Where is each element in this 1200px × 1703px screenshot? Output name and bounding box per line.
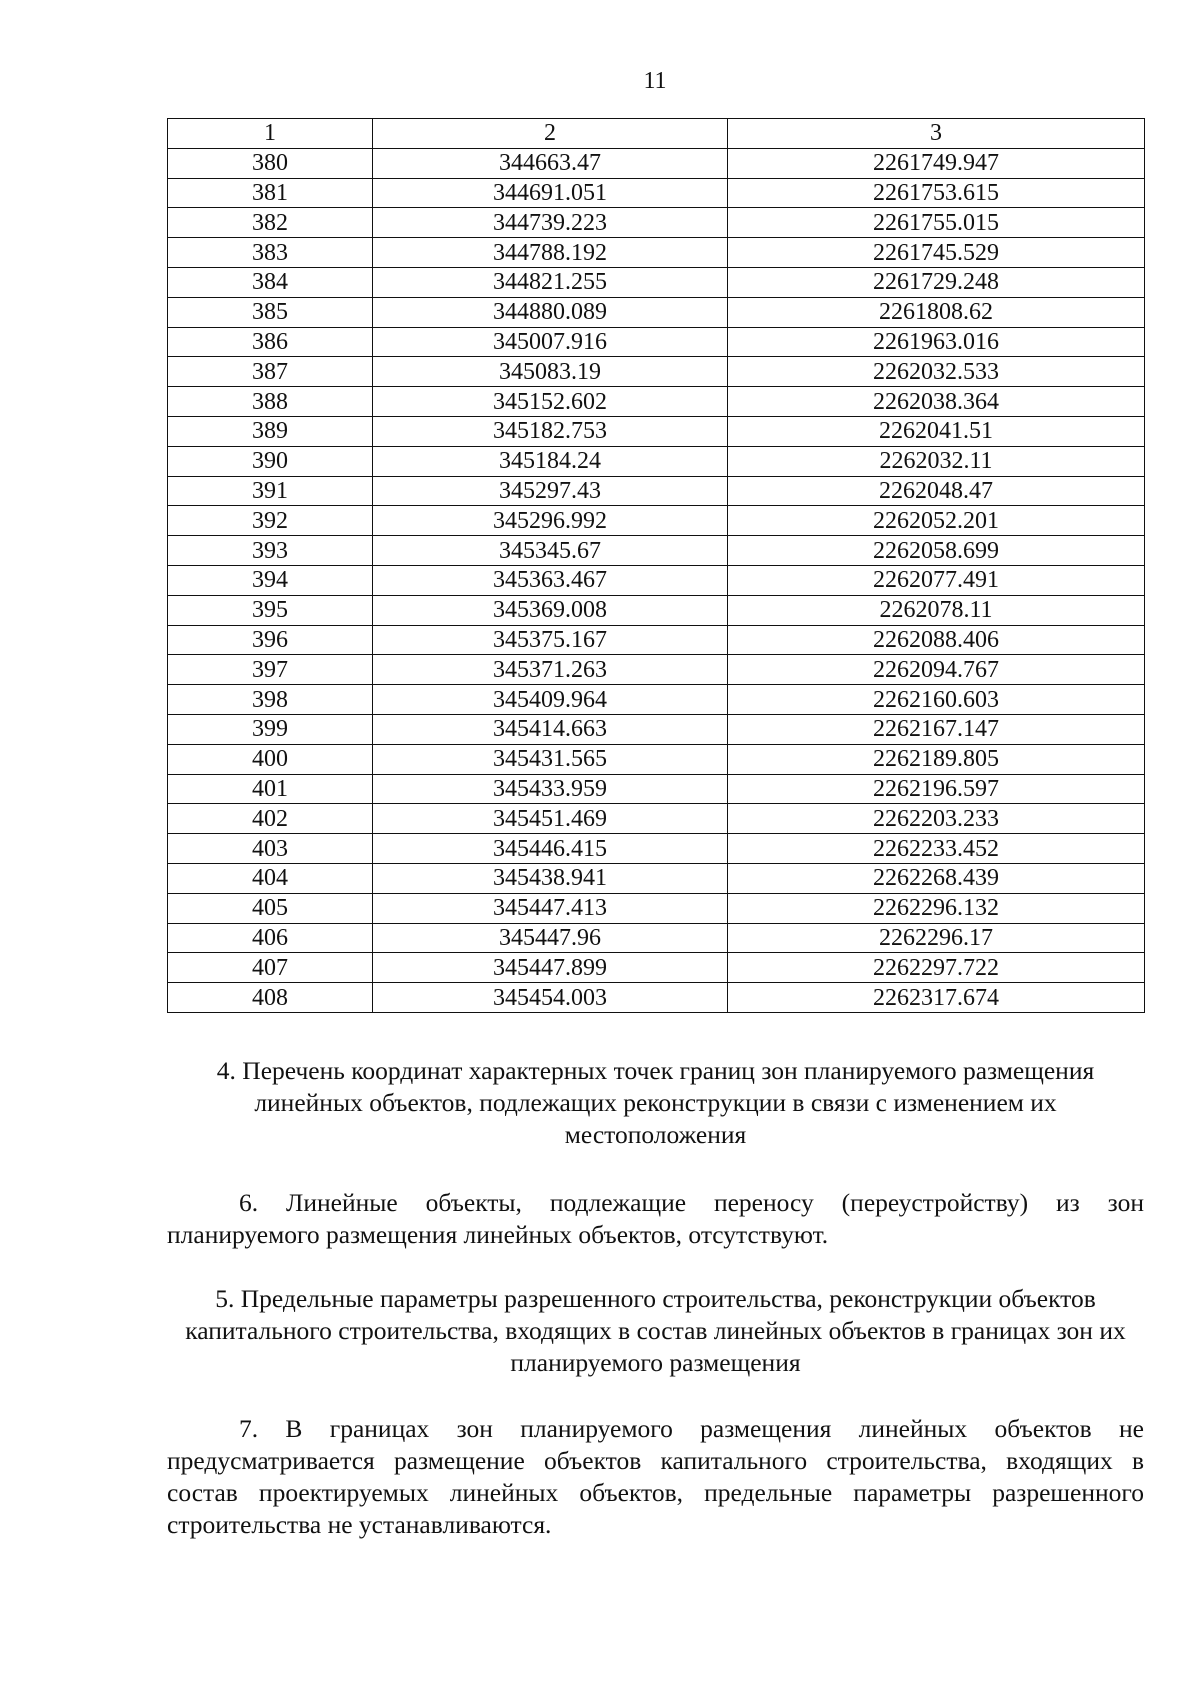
- table-row: [168, 923, 1145, 953]
- table-row: [168, 863, 1145, 893]
- cell-point-number: 396: [168, 625, 373, 655]
- table-row: [168, 744, 1145, 774]
- cell-y-coordinate: 2261963.016: [728, 327, 1145, 357]
- cell-point-number: 407: [168, 953, 373, 983]
- cell-point-number: 382: [168, 208, 373, 238]
- cell-x-coordinate: 345369.008: [373, 595, 728, 625]
- table-row: [168, 565, 1145, 595]
- cell-point-number: 397: [168, 655, 373, 685]
- cell-x-coordinate: 345182.753: [373, 416, 728, 446]
- cell-y-coordinate: 2262203.233: [728, 804, 1145, 834]
- cell-y-coordinate: 2262296.132: [728, 893, 1145, 923]
- table-row: [168, 387, 1145, 417]
- cell-y-coordinate: 2262077.491: [728, 565, 1145, 595]
- cell-point-number: 399: [168, 714, 373, 744]
- table-row: [168, 178, 1145, 208]
- cell-y-coordinate: 2262297.722: [728, 953, 1145, 983]
- cell-y-coordinate: 2262196.597: [728, 774, 1145, 804]
- cell-y-coordinate: 2262160.603: [728, 685, 1145, 715]
- cell-y-coordinate: 2262032.533: [728, 357, 1145, 387]
- cell-y-coordinate: 2262233.452: [728, 834, 1145, 864]
- cell-x-coordinate: 345083.19: [373, 357, 728, 387]
- paragraph-6: 6. Линейные объекты, подлежащие переносу (переустройству) из зон планируемого размещения линейных объектов, отсутствуют.: [167, 1188, 1144, 1249]
- cell-point-number: 401: [168, 774, 373, 804]
- cell-x-coordinate: 345371.263: [373, 655, 728, 685]
- cell-y-coordinate: 2262038.364: [728, 387, 1145, 417]
- cell-x-coordinate: 345451.469: [373, 804, 728, 834]
- table-row: [168, 476, 1145, 506]
- cell-point-number: 387: [168, 357, 373, 387]
- cell-point-number: 388: [168, 387, 373, 417]
- cell-y-coordinate: 2262167.147: [728, 714, 1145, 744]
- cell-x-coordinate: 345007.916: [373, 327, 728, 357]
- cell-y-coordinate: 2262032.11: [728, 446, 1145, 476]
- table-header-row: [168, 119, 1145, 149]
- cell-y-coordinate: 2261729.248: [728, 267, 1145, 297]
- cell-y-coordinate: 2261745.529: [728, 238, 1145, 268]
- cell-point-number: 384: [168, 267, 373, 297]
- table-row: [168, 238, 1145, 268]
- table-row: [168, 774, 1145, 804]
- table-row: [168, 297, 1145, 327]
- table-row: [168, 416, 1145, 446]
- cell-y-coordinate: 2262317.674: [728, 983, 1145, 1013]
- table-row: [168, 655, 1145, 685]
- cell-point-number: 394: [168, 565, 373, 595]
- cell-y-coordinate: 2262296.17: [728, 923, 1145, 953]
- cell-x-coordinate: 345447.413: [373, 893, 728, 923]
- column-header-number: 1: [168, 119, 373, 149]
- table-row: [168, 983, 1145, 1013]
- cell-point-number: 389: [168, 416, 373, 446]
- cell-point-number: 404: [168, 863, 373, 893]
- cell-y-coordinate: 2262041.51: [728, 416, 1145, 446]
- cell-x-coordinate: 345296.992: [373, 506, 728, 536]
- table-row: [168, 446, 1145, 476]
- table-row: [168, 506, 1145, 536]
- column-header-y: 3: [728, 119, 1145, 149]
- table-row: [168, 267, 1145, 297]
- cell-y-coordinate: 2262189.805: [728, 744, 1145, 774]
- cell-x-coordinate: 345433.959: [373, 774, 728, 804]
- table-row: [168, 536, 1145, 566]
- cell-x-coordinate: 345447.96: [373, 923, 728, 953]
- cell-point-number: 408: [168, 983, 373, 1013]
- cell-x-coordinate: 345454.003: [373, 983, 728, 1013]
- cell-point-number: 392: [168, 506, 373, 536]
- table-row: [168, 714, 1145, 744]
- cell-y-coordinate: 2262048.47: [728, 476, 1145, 506]
- table-row: [168, 208, 1145, 238]
- section-heading-4: 4. Перечень координат характерных точек границ зон планируемого размещения линейных объектов, подлежащих реконструкции в связи с изменением их местоположения: [216, 1056, 1095, 1149]
- cell-x-coordinate: 345414.663: [373, 714, 728, 744]
- cell-y-coordinate: 2262058.699: [728, 536, 1145, 566]
- cell-y-coordinate: 2262052.201: [728, 506, 1145, 536]
- cell-x-coordinate: 344880.089: [373, 297, 728, 327]
- cell-y-coordinate: 2261755.015: [728, 208, 1145, 238]
- cell-point-number: 403: [168, 834, 373, 864]
- page-number: 11: [643, 68, 667, 94]
- cell-y-coordinate: 2262078.11: [728, 595, 1145, 625]
- cell-x-coordinate: 345431.565: [373, 744, 728, 774]
- cell-point-number: 405: [168, 893, 373, 923]
- table-row: [168, 804, 1145, 834]
- cell-x-coordinate: 345345.67: [373, 536, 728, 566]
- section-heading-5: 5. Предельные параметры разрешенного строительства, реконструкции объектов капитального строительства, входящих в состав линейных объектов в границах зон их планируемого размещения: [185, 1284, 1126, 1377]
- table-row: [168, 893, 1145, 923]
- table-row: [168, 148, 1145, 178]
- cell-point-number: 386: [168, 327, 373, 357]
- cell-y-coordinate: 2262268.439: [728, 863, 1145, 893]
- cell-point-number: 383: [168, 238, 373, 268]
- cell-y-coordinate: 2261808.62: [728, 297, 1145, 327]
- cell-point-number: 393: [168, 536, 373, 566]
- column-header-x: 2: [373, 119, 728, 149]
- table-row: [168, 685, 1145, 715]
- cell-x-coordinate: 344821.255: [373, 267, 728, 297]
- cell-x-coordinate: 345297.43: [373, 476, 728, 506]
- cell-point-number: 395: [168, 595, 373, 625]
- table-row: [168, 834, 1145, 864]
- cell-y-coordinate: 2261753.615: [728, 178, 1145, 208]
- table-row: [168, 327, 1145, 357]
- cell-point-number: 380: [168, 148, 373, 178]
- cell-x-coordinate: 345363.467: [373, 565, 728, 595]
- coordinates-table: [167, 118, 1145, 1013]
- cell-y-coordinate: 2261749.947: [728, 148, 1145, 178]
- table-row: [168, 953, 1145, 983]
- cell-point-number: 390: [168, 446, 373, 476]
- cell-x-coordinate: 344739.223: [373, 208, 728, 238]
- table-row: [168, 625, 1145, 655]
- cell-point-number: 381: [168, 178, 373, 208]
- cell-x-coordinate: 345375.167: [373, 625, 728, 655]
- cell-x-coordinate: 345447.899: [373, 953, 728, 983]
- table-body: [168, 148, 1145, 1012]
- table-row: [168, 357, 1145, 387]
- cell-x-coordinate: 345409.964: [373, 685, 728, 715]
- cell-point-number: 385: [168, 297, 373, 327]
- cell-x-coordinate: 345152.602: [373, 387, 728, 417]
- cell-y-coordinate: 2262088.406: [728, 625, 1145, 655]
- cell-x-coordinate: 344788.192: [373, 238, 728, 268]
- cell-x-coordinate: 345446.415: [373, 834, 728, 864]
- cell-x-coordinate: 345184.24: [373, 446, 728, 476]
- cell-point-number: 398: [168, 685, 373, 715]
- cell-y-coordinate: 2262094.767: [728, 655, 1145, 685]
- table-row: [168, 595, 1145, 625]
- cell-point-number: 391: [168, 476, 373, 506]
- cell-x-coordinate: 344691.051: [373, 178, 728, 208]
- cell-x-coordinate: 345438.941: [373, 863, 728, 893]
- cell-x-coordinate: 344663.47: [373, 148, 728, 178]
- cell-point-number: 402: [168, 804, 373, 834]
- cell-point-number: 406: [168, 923, 373, 953]
- cell-point-number: 400: [168, 744, 373, 774]
- paragraph-7: 7. В границах зон планируемого размещения линейных объектов не предусматривается размещение объектов капитального строительства, входящих в состав проектируемых линейных объектов, предельные параметры разрешенного строительства не устанавливаются.: [167, 1414, 1144, 1539]
